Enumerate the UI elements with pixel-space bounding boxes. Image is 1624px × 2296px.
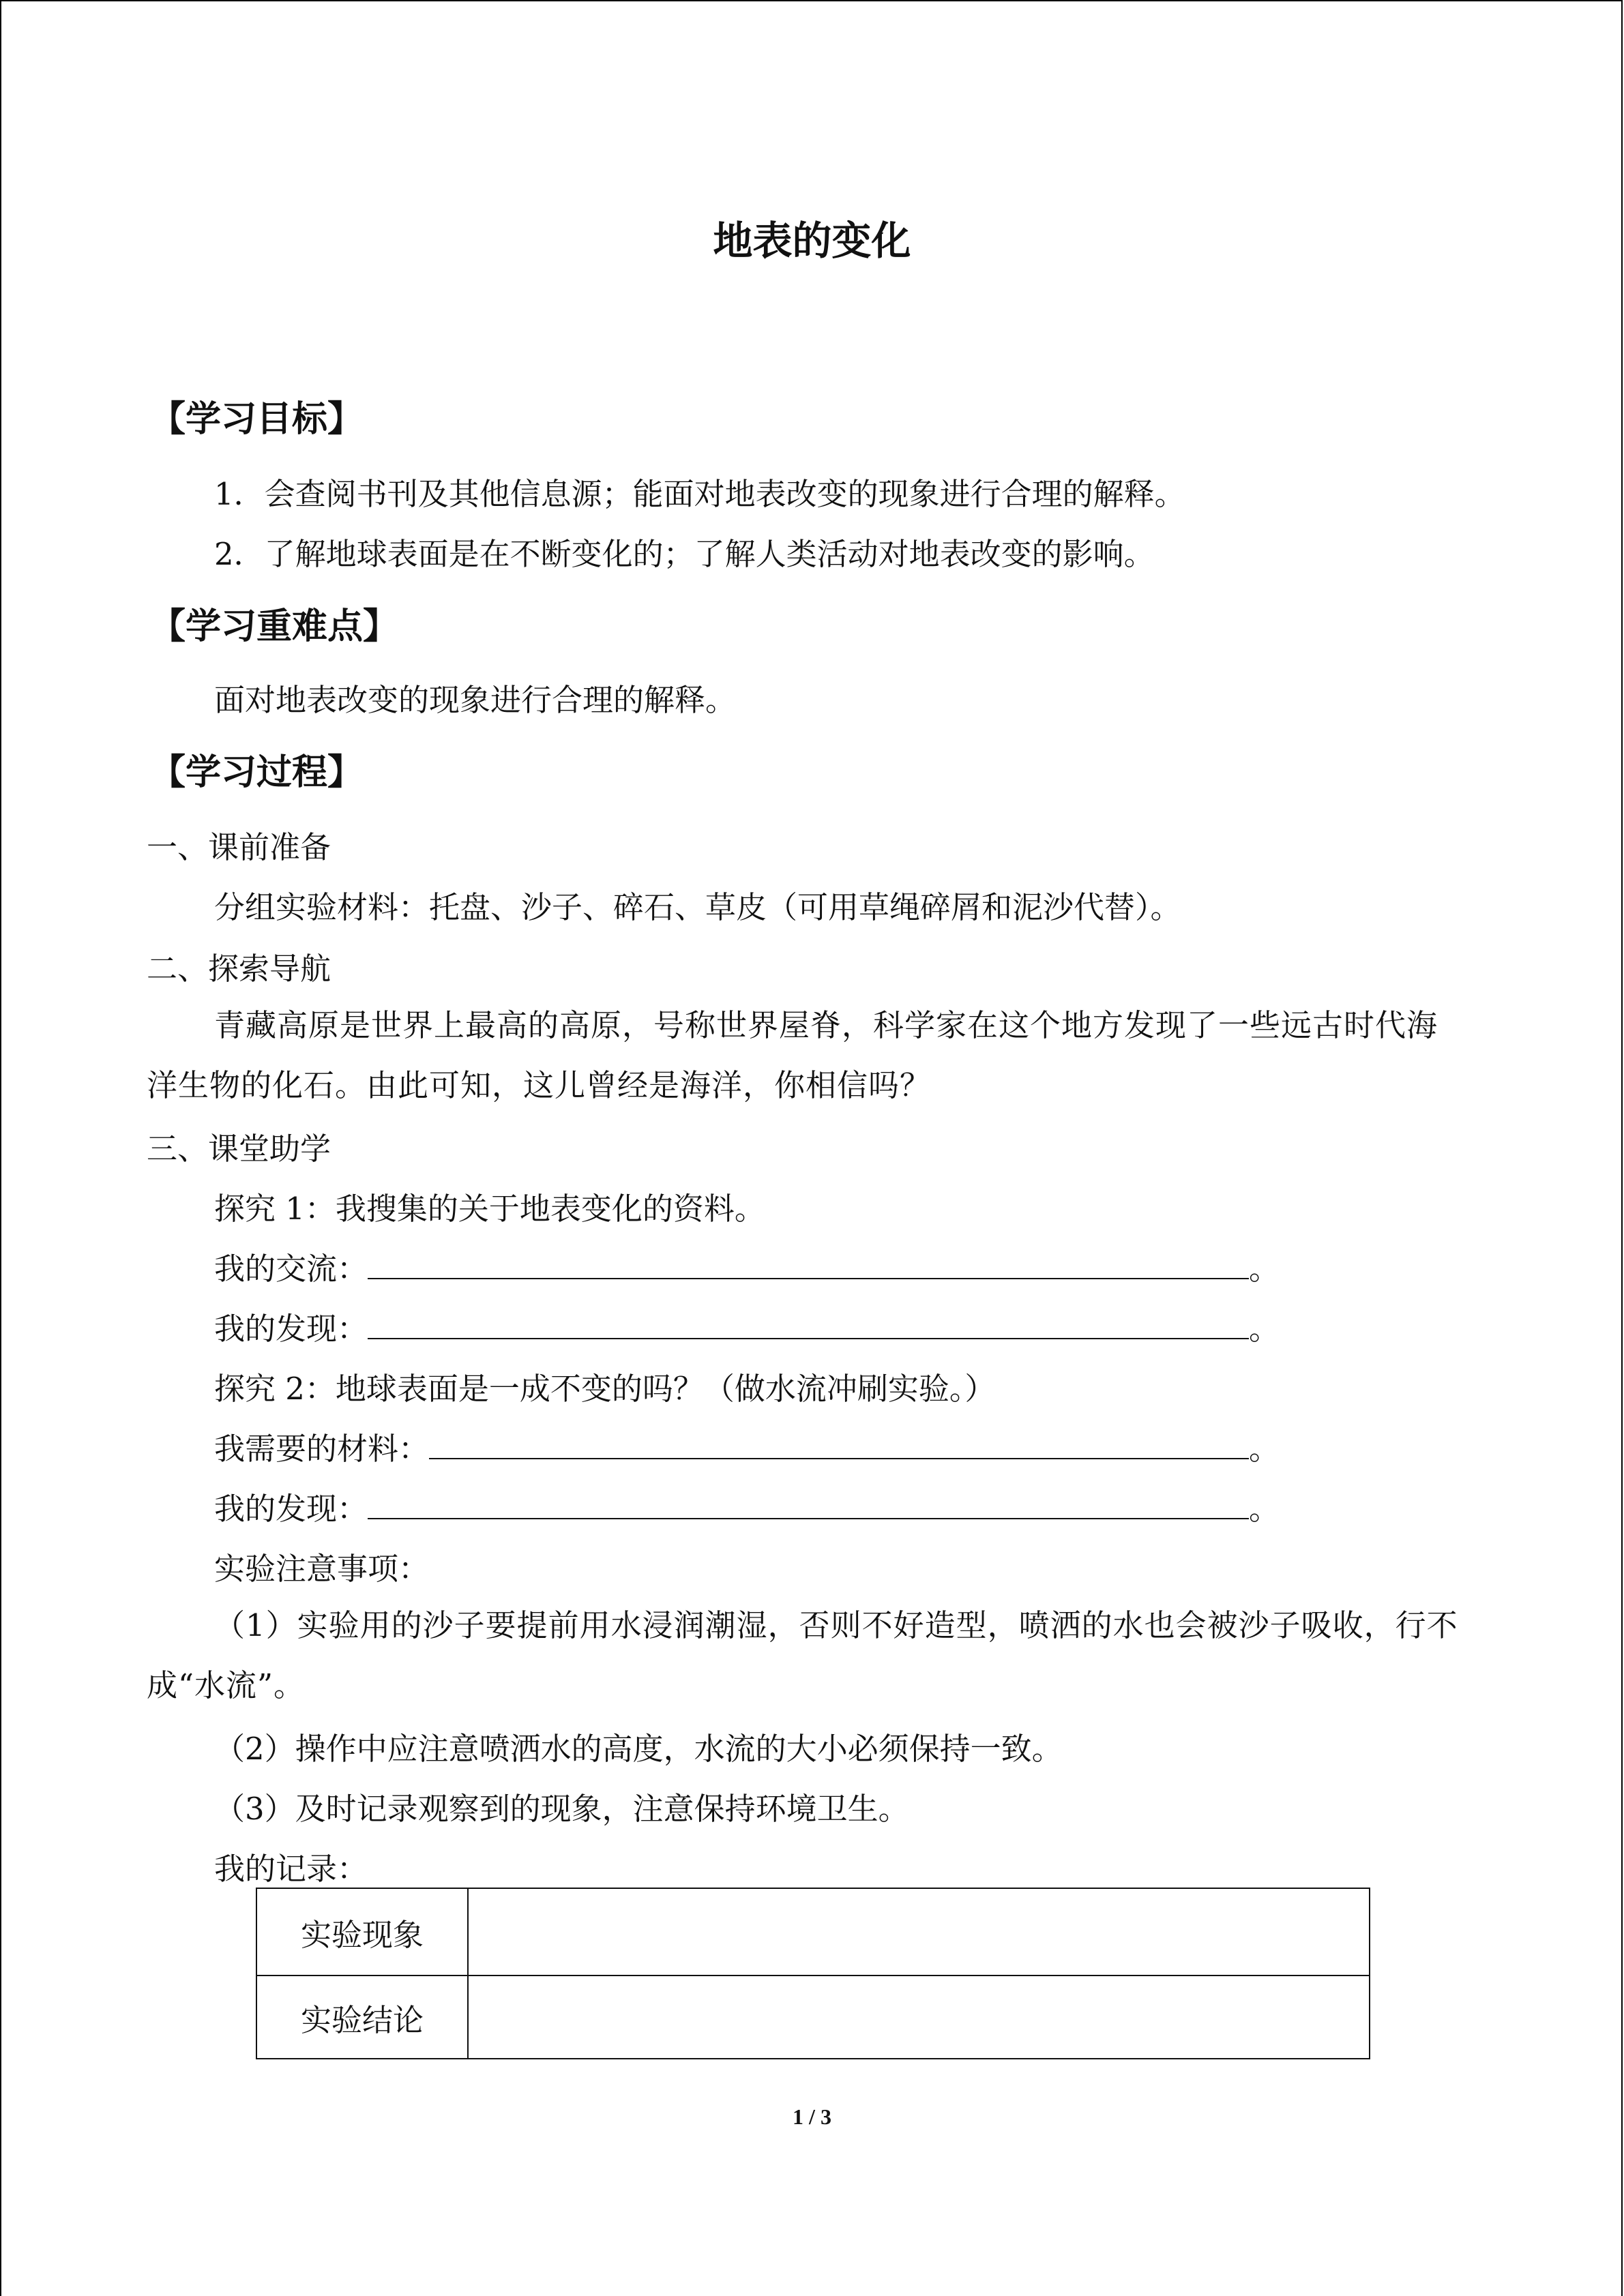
explore2-text: 探究 2：地球表面是一成不变的吗？（做水流冲刷实验。） [214,1371,996,1407]
notes-title: 实验注意事项： [214,1551,430,1587]
exchange-blank[interactable] [368,1251,1249,1279]
period: 。 [1249,1251,1280,1287]
discovery1-label: 我的发现： [214,1311,368,1347]
exchange-line [214,1249,1280,1289]
part2-text: 青藏高原是世界上最高的高原，号称世界屋脊，科学家在这个地方发现了一些远古时代海洋生物的化石。由此可知，这儿曾经是海洋，你相信吗？ [147,1007,1438,1103]
objective-item: 1．会查阅书刊及其他信息源；能面对地表改变的现象进行合理的解释。 [214,476,1185,512]
materials-label: 我需要的材料： [214,1431,430,1467]
page-number: 1 / 3 [793,2104,831,2129]
discovery2-line [214,1489,1280,1529]
section-heading-objectives: 【学习目标】 [150,398,364,440]
part3-title: 三、课堂助学 [147,1131,331,1167]
my-record-label: 我的记录： [214,1851,368,1887]
explore1-text: 探究 1：我搜集的关于地表变化的资料。 [214,1191,765,1227]
materials-blank[interactable] [429,1431,1249,1459]
period: 。 [1249,1311,1280,1347]
part1-title: 一、课前准备 [147,829,331,865]
section-heading-process: 【学习过程】 [150,751,364,793]
record-label-phenomenon: 实验现象 [256,1888,468,1976]
materials-line [214,1429,1280,1469]
record-label-conclusion: 实验结论 [256,1976,468,2059]
page-title: 地表的变化 [713,218,911,264]
record-table [256,1888,1370,2059]
record-cell-conclusion[interactable] [468,1976,1370,2059]
period: 。 [1249,1431,1280,1467]
note-item-1: （1）实验用的沙子要提前用水浸润潮湿，否则不好造型，喷洒的水也会被沙子吸收，行不成“水流”。 [147,1607,1458,1703]
record-cell-phenomenon[interactable] [468,1888,1370,1976]
objective-item: 2．了解地球表面是在不断变化的；了解人类活动对地表改变的影响。 [214,536,1155,572]
table-row [256,1888,1370,1976]
period: 。 [1249,1491,1280,1527]
discovery2-label: 我的发现： [214,1491,368,1527]
part1-text: 分组实验材料：托盘、沙子、碎石、草皮（可用草绳碎屑和泥沙代替）。 [214,889,1181,925]
part2-title: 二、探索导航 [147,951,331,987]
discovery1-blank[interactable] [368,1311,1249,1339]
table-row [256,1976,1370,2059]
exchange-label: 我的交流： [214,1251,368,1287]
discovery1-line [214,1309,1280,1349]
note-item-3: （3）及时记录观察到的现象，注意保持环境卫生。 [214,1791,909,1827]
discovery2-blank[interactable] [368,1491,1249,1519]
note-item-2: （2）操作中应注意喷洒水的高度，水流的大小必须保持一致。 [214,1731,1063,1767]
keypoints-text: 面对地表改变的现象进行合理的解释。 [214,682,737,718]
section-heading-keypoints: 【学习重难点】 [150,606,399,647]
